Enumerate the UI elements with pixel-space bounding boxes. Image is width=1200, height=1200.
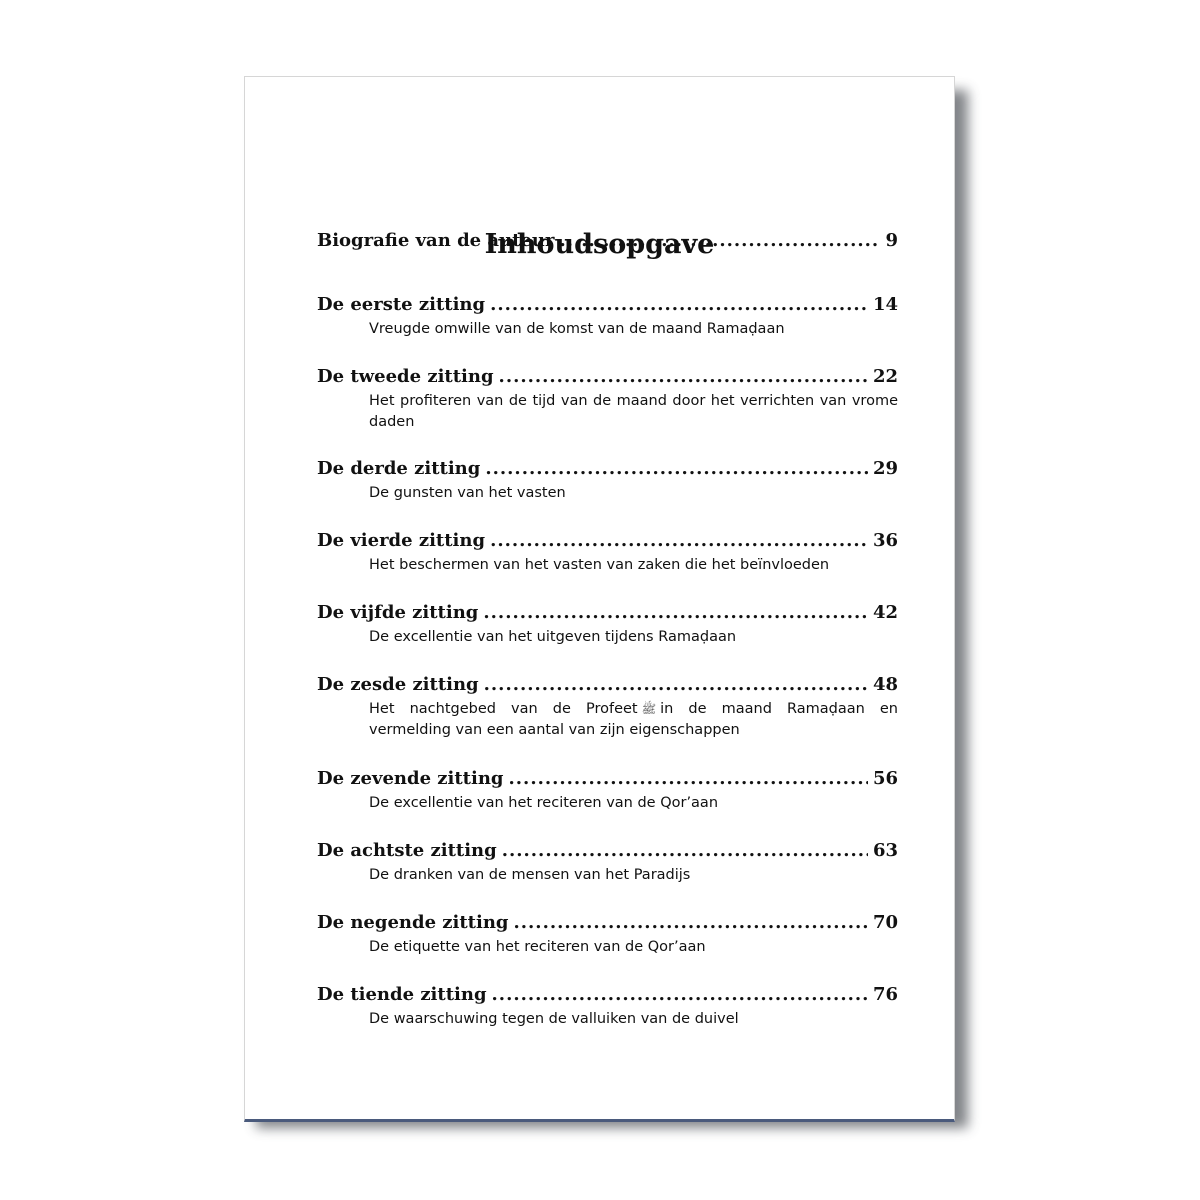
toc-entry-heading [317, 366, 898, 390]
toc-entry-heading [317, 230, 898, 254]
subtitle-text-start: Het nachtgebed van de Profeet [369, 701, 638, 717]
toc-entry-page: 14 [872, 294, 898, 315]
toc-entry-page: 70 [872, 912, 898, 933]
toc-entry-title: De negende zitting [317, 912, 509, 933]
toc-entry-title: De tiende zitting [317, 984, 487, 1005]
toc-entry [317, 674, 898, 741]
toc-entry-heading [317, 674, 898, 698]
toc-entry-subtitle: De dranken van de mensen van het Paradijs [369, 867, 691, 883]
leader-dots [502, 840, 868, 861]
toc-entry-page: 76 [872, 984, 898, 1005]
toc-entry-page: 22 [872, 366, 898, 387]
leader-dots [490, 294, 868, 315]
toc-entry-heading [317, 984, 898, 1008]
leader-dots [509, 768, 868, 789]
toc-entry-heading [317, 530, 898, 554]
toc-entry [317, 602, 898, 648]
leader-dots [490, 530, 868, 551]
toc-entry [317, 768, 898, 814]
toc-entry-title: De eerste zitting [317, 294, 486, 315]
toc-entry-title: De vijfde zitting [317, 602, 479, 623]
toc-entry-subtitle: Het beschermen van het vasten van zaken die het beïnvloeden [369, 557, 830, 573]
toc-entry-page: 36 [872, 530, 898, 551]
toc-entry-subtitle [369, 699, 898, 741]
leader-dots [484, 674, 868, 695]
toc-entry-title: De tweede zitting [317, 366, 494, 387]
toc-entry [317, 294, 898, 340]
page-title: Inhoudsopgave [484, 229, 715, 260]
toc-entry-page: 9 [885, 230, 898, 251]
toc-entry-page: 56 [872, 768, 898, 789]
toc-entry-heading [317, 602, 898, 626]
toc-entry-heading [317, 768, 898, 792]
toc-entry-title: De derde zitting [317, 458, 481, 479]
toc-entry-subtitle: Vreugde omwille van de komst van de maand Ramaḍaan [369, 321, 785, 337]
toc-entry [317, 458, 898, 504]
toc-entry [317, 912, 898, 958]
toc-entry-page: 29 [872, 458, 898, 479]
toc-entry-heading [317, 294, 898, 318]
arabic-honorific: ﷺ [641, 702, 657, 716]
toc-entry-page: 48 [872, 674, 898, 695]
toc-entry-heading [317, 840, 898, 864]
toc-entry-subtitle: De waarschuwing tegen de valluiken van de duivel [369, 1011, 739, 1027]
toc-entry-title: De zesde zitting [317, 674, 479, 695]
toc-entry [317, 984, 898, 1030]
toc-entry [317, 840, 898, 886]
toc-entry-subtitle: De gunsten van het vasten [369, 485, 566, 501]
toc-entry-title: De achtste zitting [317, 840, 497, 861]
toc-entry-subtitle: De excellentie van het reciteren van de Qor’aan [369, 795, 719, 811]
subtitle-text-end: in de maand Ramaḍaan en vermelding van een aantal van zijn eigenschappen [369, 701, 898, 738]
toc-entry-title: Biografie van de auteur [317, 230, 555, 251]
leader-dots [499, 366, 868, 387]
toc-entry-page: 63 [872, 840, 898, 861]
toc-entry-title: De vierde zitting [317, 530, 486, 551]
leader-dots [514, 912, 868, 933]
leader-dots [559, 230, 880, 251]
toc-entry-page: 42 [872, 602, 898, 623]
book-page [244, 76, 955, 1122]
toc-entry-subtitle: De etiquette van het reciteren van de Qor’aan [369, 939, 706, 955]
toc-entry-subtitle: Het profiteren van de tijd van de maand door het verrichten van vrome daden [369, 393, 898, 430]
toc-entry [317, 530, 898, 576]
toc-entry-heading [317, 458, 898, 482]
toc-entry-subtitle: De excellentie van het uitgeven tijdens Ramaḍaan [369, 629, 737, 645]
toc-entry [317, 366, 898, 433]
toc-entry-title: De zevende zitting [317, 768, 504, 789]
toc-entry [317, 230, 898, 254]
leader-dots [485, 458, 868, 479]
leader-dots [492, 984, 868, 1005]
leader-dots [483, 602, 868, 623]
toc-entry-heading [317, 912, 898, 936]
